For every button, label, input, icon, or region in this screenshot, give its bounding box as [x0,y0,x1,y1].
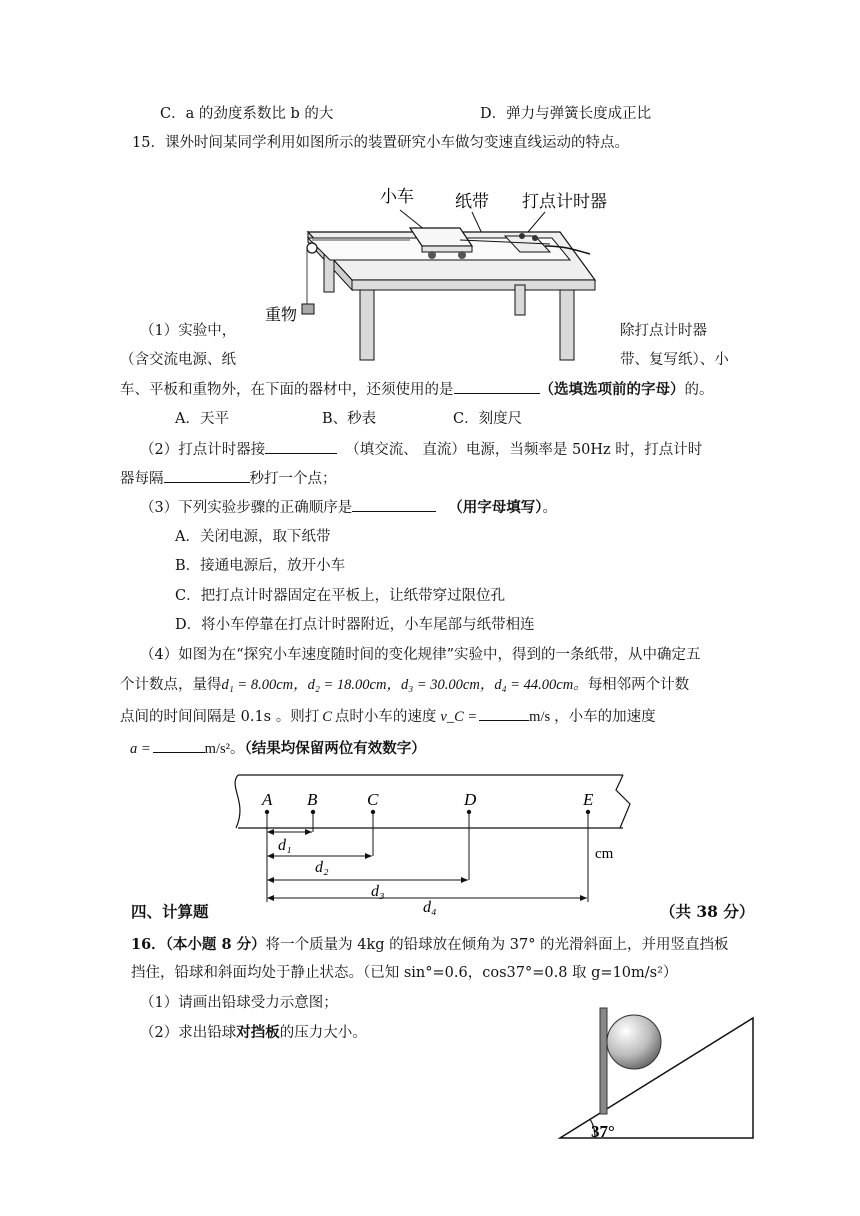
q15-p4-line2-a: 个计数点，量得 [120,677,222,693]
q15-p4-line1: （4）如图为在“探究小车速度随时间的变化规律”实验中，得到的一条纸带，从中确定五 [140,647,701,663]
q15-step-b: B．接通电源后，放开小车 [175,558,346,574]
answer-blank-3[interactable] [164,468,250,483]
q15-p4-line4 [130,738,426,759]
tape-point-b: B [307,790,318,809]
q15-p4-bold: （结果均保留两位有效数字） [244,740,426,757]
figure-label-tape: 纸带 [455,192,489,212]
answer-blank-4[interactable] [352,497,436,512]
unit-a: m/s² [204,741,230,757]
q15-intro: 15．课外时间某同学利用如图所示的装置研究小车做匀变速直线运动的特点。 [132,135,629,151]
answer-blank-5[interactable] [479,706,529,721]
tape-point-a: A [262,790,273,809]
q15-p4-line3-e: ，小车的加速度 [554,709,656,725]
q16-number: 16．（本小题 8 分） [131,936,266,953]
q16-line1 [131,935,729,955]
incline-figure [555,1005,765,1145]
tape-dim-d3: d₃ [371,883,385,900]
q15-p2-b: （填交流、 直流）电源，当频率是 50Hz 时，打点计时 [345,442,703,458]
figure-label-timer: 打点计时器 [522,192,607,212]
q15-p4-line3-a: 点间的时间间隔是 0.1s 。则打 [120,709,320,725]
q15-step-a: A．关闭电源，取下纸带 [175,529,331,545]
tape-point-c: C [367,790,379,809]
q16-sub2 [140,1023,367,1043]
answer-blank-6[interactable] [153,738,205,753]
q15-p1-line3-text: 车、平板和重物外，在下面的器材中，还须使用的是 [120,382,454,398]
figure-label-car: 小车 [380,187,414,207]
q15-p1-end: 的。 [684,382,714,398]
q15-option-c: C．刻度尺 [453,411,523,427]
q15-p2-a: （2）打点计时器接 [140,442,266,458]
q15-p2-c: 器每隔 [120,471,164,487]
d4-value: d₄ = 44.00cm。 [494,677,588,693]
q15-step-d: D．将小车停靠在打点计时器附近，小车尾部与纸带相连 [175,617,535,633]
q15-p3-end: 。 [542,500,557,516]
q14-option-d: D．弹力与弹簧长度成正比 [480,106,652,122]
q15-p2-line1 [140,439,702,460]
q15-p1-right: 除打点计时器 [620,323,707,339]
q16-sub1: （1）请画出铅球受力示意图； [140,995,338,1011]
d2-value: d₂ = 18.00cm， [307,677,401,693]
tape-point-e: E [583,790,594,809]
q16-sub2-a: （2）求出铅球 [140,1025,237,1041]
q15-p3-bold: （用字母填写） [448,499,543,516]
q15-p2-line2 [120,468,337,489]
answer-blank-1[interactable] [454,379,540,394]
q15-p4-line2-end: 每相邻两个计数 [587,677,690,693]
answer-blank-2[interactable] [265,439,337,454]
q15-p3-a: （3）下列实验步骤的正确顺序是 [140,500,353,516]
q15-step-c: C．把打点计时器固定在平板上，让纸带穿过限位孔 [175,588,506,604]
tape-dim-d4: d₄ [423,899,437,916]
section-title: 四、计算题 [131,902,209,921]
paper-tape-figure [228,772,638,916]
q15-p3-line [140,497,557,518]
incline-angle-label: 37° [591,1122,615,1141]
q14-option-c: C．a 的劲度系数比 b 的大 [160,106,334,122]
q16-line1-text: 将一个质量为 4kg 的铅球放在倾角为 37° 的光滑斜面上，并用竖直挡板 [265,937,729,953]
q16-sub2-bold: 对挡板 [236,1024,280,1041]
figure-label-weight: 重物 [265,305,298,324]
tape-dim-d1: d₁ [278,837,292,854]
a-symbol: a = [130,741,151,757]
d3-value: d₃ = 30.00cm， [400,677,495,693]
q15-p4-line3-b: 点时小车的速度 [334,709,437,725]
q16-line2: 挡住，铅球和斜面均处于静止状态。（已知 sin°=0.6，cos37°=0.8 取 g=10m/s²） [131,965,678,981]
q15-p1-line2-left: （含交流电源、纸 [120,352,236,368]
tape-unit: cm [595,846,614,862]
q15-option-b: B、秒表 [322,411,377,427]
tape-dim-d2: d₂ [315,859,329,876]
d1-value: d₁ = 8.00cm， [221,677,308,693]
q15-option-a: A．天平 [175,411,229,427]
q15-p4-line4-end: 。 [229,741,245,757]
q15-p4-point-c: C [322,709,332,725]
q15-p1-left: （1）实验中， [140,323,237,339]
apparatus-figure [260,180,620,370]
q15-p4-line2 [120,675,689,695]
q15-p1-bold: （选填选项前的字母） [539,381,685,398]
unit-v: m/s [529,709,551,725]
q15-p4-line3 [120,706,656,727]
q15-p2-d: 秒打一个点； [249,471,337,487]
q16-sub2-b: 的压力大小。 [279,1025,367,1041]
section-score: （共 38 分） [660,902,755,921]
q15-p1-line2-right: 带、复写纸）、小 [620,352,729,368]
vc-symbol: v_C = [440,709,478,725]
tape-point-d: D [464,790,477,809]
q15-p1-line3 [120,379,714,400]
